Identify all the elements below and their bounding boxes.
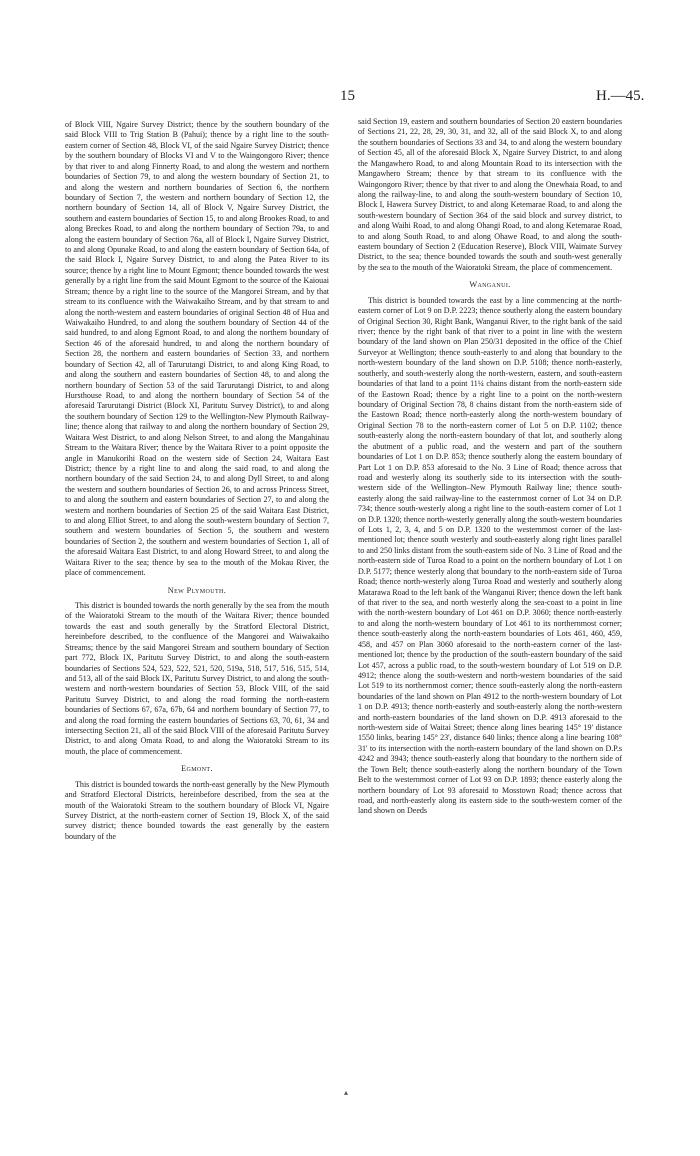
paragraph-new-plymouth: This district is bounded towards the north generally by the sea from the mouth of the Waioratoki Stream to the mouth of the Waitara River; thence bounded towards the east and south generally by the Stratford Electoral District, hereinbefore described, to the confluence of the Mangorei and Waiwakaiho Streams; thence by the said Mangorei Stream and southern boundary of Section part 772, Block IX, Paritutu Survey District, to and along the south-eastern boundaries of Sections 524, 523, 522, 521, 520, 519a, 518, 517, 516, 515, 514, and 513, all of the said Block IX, Paritutu Survey District, to and along the south-western and north-western boundaries of Section 53, Block VIII, of the said Paritutu Survey District, to and along the road forming the north-eastern boundaries of Sections 67, 67a, 67b, 64 and northern boundary of Section 77, to and along the road forming the eastern boundaries of Sections 63, 70, 61, 34 and intersecting Section 21, all of the said Block VIII of the aforesaid Paritutu Survey District, to and along Omata Road, to and along the Waioratoki Stream to its mouth, the place of commencement. <box>65 600 329 756</box>
heading-new-plymouth: New Plymouth. <box>167 585 227 595</box>
document-reference: H.—45. <box>596 88 645 104</box>
paragraph-egmont-continued: said Section 19, eastern and southern boundaries of Section 20 eastern boundaries of Sections 21, 22, 28, 29, 30, 31, and 32, all of the said Block X, to and along the southern boundaries of Sections 33 and 34, to and along the western boundary of Section 45, all of the aforesaid Block X, Ngaire Survey District, to and along the Mangawhero Road, to and along Mountain Road to its intersection with the Mangawhero Stream; thence by that stream to its confluence with the Waingongoro River; thence by that river to and along the Onewhaia Road, to and along the railway-line, to and along the south-western boundary of Section 10, Block I, Hawera Survey District, to and along Ketemarae Road, to and along the south-western boundary of Section 364 of the said block and survey district, to and along Waihi Road, to and along Ohangi Road, to and along Ketemarae Road, to and along South Road, to and along Ohawe Road, to and along the south-eastern boundary of Section 2 (Education Reserve), Block VIII, Waimate Survey District, to the sea; thence bounded towards the south and south-west generally by the sea to the mouth of the Waioratoki Stream, the place of commencement. <box>358 117 622 272</box>
paragraph-egmont: This district is bounded towards the north-east generally by the New Plymouth and Stratford Electoral Districts, hereinbefore described, from the sea at the mouth of the Waioratoki Stream to the southern boundary of Block VI, Ngaire Survey District, at the north-eastern corner of Section 19, Block X, of the said survey district; thence bounded towards the east generally by the eastern boundary of the <box>65 779 329 841</box>
paragraph-continued: of Block VIII, Ngaire Survey District; thence by the southern boundary of the said Block VIII to Trig Station B (Pahui); thence by a right line to the south-eastern corner of Section 48, Block VI, of the said Ngaire Survey District; thence by the southern boundary of Blocks VI and V to the Waingongoro River; thence by that river to and along Finnerty Road, to and along the western and northern boundaries of Section 79, to and along the western boundary of Section 21, to and along the western and northern boundaries of Section 6, the northern boundary of Section 7, the western and northern boundary of Section 12, the northern boundary of Section 14, all of Block V, Ngaire Survey District, the southern and eastern boundaries of Section 15, to and along Brookes Road, to and along Breckes Road, to and along the northern boundary of Section 79a, to and along the eastern boundary of Section 76a, all of Block I, Ngaire Survey District, to and along Opunake Road, to and along the eastern boundary of Section 64a, of the said Block I, Ngaire Survey District, to and along the Patea River to its source; thence by a right line to Mount Egmont; thence bounded towards the west generally by a right line from the said Mount Egmont to the source of the Kaiouai Stream; thence by a right line to the source of the Mangorei Stream, and by that stream to its confluence with the Waiwakaiho Stream, and by that stream to and along the north-western and eastern boundaries of original Section 48 of Hua and Waiwakaiho Hundred, to and along the southern boundary of Section 44 of the said hundred, to and along Egmont Road, to and along the northern boundary of Section 46 of the aforesaid hundred, to and along the northern boundary of Section 28, the northern and eastern boundaries of Section 33, and northern boundary of Section 42, all of Tarurutangi District, to and along King Road, to and along the southern and eastern boundaries of Section 48, to and along the northern boundary of Section 53 of the said Tarurutangi District, to and along Hursthouse Road, to and along the northern boundary of Section 54 of the aforesaid Tarurutangi District (Block XI, Paritutu Survey District), to and along the southern boundary of Section 129 to the Wellington-New Plymouth Railway-line; thence along that railway to and along the northern boundary of Section 29, Waitara West District, to and along Nelson Street, to and along the Mangahinau Stream to the Waitara River; thence by the Waitara River to a point opposite the angle in Manukorihi Road on the western side of Section 24, Waitara East District; thence by a right line to and along the said road, to and along the northern boundary of the said Section 24, to and along Dyll Street, to and along the western and southern boundaries of Section 26, to and across Princess Street, to and along the southern and eastern boundaries of Section 27, to and along the western and northern boundaries of Section 25 of the said Waitara East District, to and along Elliot Street, to and along the south-western boundary of Section 7, southern and western boundaries of Section 5, the southern and western boundaries of Section 2, the southern and western boundaries of Section 1, all of the aforesaid Waitara East District, to and along Howard Street, to and along the Waitara River to the sea; thence by sea to the mouth of the Mokau River, the place of commencement. <box>65 120 329 578</box>
heading-wanganui: Wanganui. <box>469 280 511 290</box>
page-header <box>0 88 700 108</box>
print-mark-icon: ▴ <box>344 1088 349 1097</box>
right-column <box>358 117 622 817</box>
paragraph-wanganui: This district is bounded towards the east by a line commencing at the north-eastern corner of Lot 9 on D.P. 2223; thence southerly along the eastern boundary of Original Section 30, Right Bank, Wanganui River, to the right bank of the said river; thence by the right bank of that river to a point in line with the western boundary of the land shown on Plan 250/31 deposited in the office of the Chief Surveyor at Wellington; thence south-easterly to and along that boundary to the north-western boundary of the land shown on D.P. 5108; thence north-easterly, southerly, and south-westerly along the north-western, eastern, and south-eastern boundaries of that land to a point 11¼ chains distant from the north-eastern side of the Eastown Road; thence by a right line to a point on the north-western boundary of Original Section 78, 8 chains distant from the north-eastern side of the Eastown Road; thence north-easterly along the north-western boundary of Original Section 78 to the north-eastern corner of Lot 5 on D.P. 1102; thence south-easterly along the north-eastern boundary of that lot, and southerly along the abutment of a public road, and the western and part of the southern boundaries of Lot 1 on D.P. 853; thence southerly along the eastern boundary of Part Lot 1 on D.P. 853 aforesaid to the No. 3 Line of Road; thence across that road and westerly along its southerly side to its intersection with the south-western side of the Wellington–New Plymouth Railway line; thence south-easterly along the said railway-line to the easternmost corner of Lot 34 on D.P. 734; thence south-westerly along a right line to the south-eastern corner of Lot 1 on D.P. 1320; thence north-westerly generally along the south-western boundaries of Lots 1, 2, 3, 4, and 5 on D.P. 1320 to the westernmost corner of the last-mentioned lot; thence south westerly and south-easterly along right lines parallel to and 250 links distant from the south-eastern side of No. 3 Line of Road and the north-eastern side of Turoa Road to a point on the northern boundary of Lot 1 on D.P. 5177; thence westerly along that boundary to the north-eastern side of Turoa Road; thence north-westerly along Turoa Road and westerly and southerly along Matarawa Road to the left bank of the Wanganui River; thence down the left bank of that river to the sea, and north westerly along the sea-coast to a point in line with the north-western boundary of Lot 461 on D.P. 3060; thence north-easterly to and along the north-western boundary of Lot 461 to its northernmost corner; thence south-easterly along the north-eastern boundaries of Lots 461, 460, 459, 458, and 457 on Plan 3060 aforesaid to the north-eastern corner of the last-mentioned lot; thence by the production of the south-eastern boundary of the said Lot 457, across a public road, to the south-western boundary of Lot 519 on D.P. 4912; thence along the south-western and north-western boundaries of the said Lot 519 to its northernmost corner; thence south-easterly along the north-eastern boundaries of the land shown on Plan 4912 to the north-western boundary of Lot 1 on D.P. 4913; thence north-easterly and south-easterly along the north-western and north-eastern boundaries of the land shown on D.P. 4913 aforesaid to the north-western side of Waitai Street; thence along lines bearing 145° 19' distance 1550 links, bearing 145° 23', distance 640 links; thence along a line bearing 108° 31' to its intersection with the north-eastern boundary of the land shown on D.P.s 4242 and 3943; thence south-easterly along that boundary to the northern side of the Town Belt; thence south-easterly along the northern boundary of the Town Belt to the westernmost corner of Lot 93 on D.P. 1893; thence easterly along the northern boundary of Lot 93 aforesaid to Mosstown Road; thence across that road, and north-easterly along its eastern side to the south-western corner of the land shown on Deeds <box>358 295 622 816</box>
left-column <box>65 120 329 842</box>
page-number: 15 <box>340 88 355 104</box>
heading-egmont: Egmont. <box>181 764 213 774</box>
